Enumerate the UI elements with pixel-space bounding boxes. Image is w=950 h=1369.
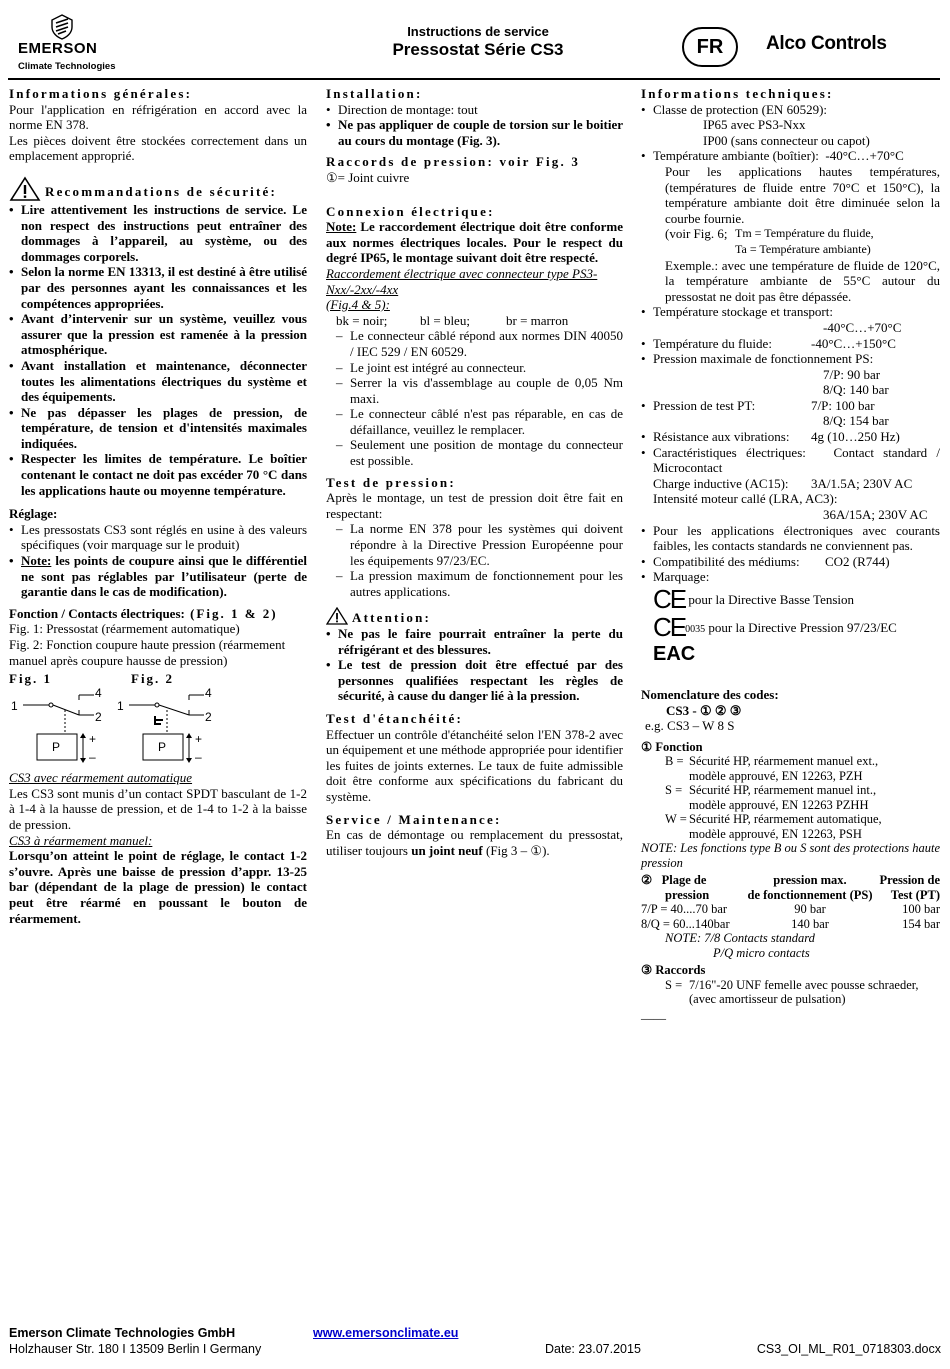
list-item: – Le joint est intégré au connecteur. [336, 360, 623, 376]
section-heading-general: Informations générales: [9, 86, 193, 101]
pt-label: • Pression de test PT: [653, 397, 756, 413]
code-s-2: modèle approuvé, EN 12263 PZHH [689, 797, 869, 812]
installation-list [326, 102, 623, 149]
color-bk: bk = noir; [336, 312, 388, 328]
ta-definition: Ta = Température ambiante) [735, 241, 871, 256]
function-note: NOTE: Les fonctions type B ou S sont des protections haute pression [641, 841, 940, 870]
connections-heading: ③ Raccords [641, 963, 706, 978]
general-paragraph-1: Pour l'application en réfrigération en accord avec la norme EN 378. [9, 101, 307, 133]
storage-temp-value: -40°C…+70°C [823, 319, 902, 335]
range-number: ② [641, 873, 653, 888]
list-item [641, 336, 940, 352]
code-key: S = [665, 977, 683, 992]
storage-temp-label: • Température stockage et transport: [653, 304, 833, 320]
fig6-label: (voir Fig. 6; [665, 226, 728, 242]
list-item: • Ne pas dépasser les plages de pression, de température, de tension et d'intensités maximales indiquées. [9, 405, 307, 452]
wire-colors [326, 313, 623, 329]
table-header [873, 873, 940, 902]
fig2-p-label: P [158, 740, 167, 755]
electrical-value: Contact standard / Microcontact [653, 444, 940, 476]
fig1-p-label: P [52, 740, 61, 755]
list-item: – La norme EN 378 pour les systèmes qui doivent répondre à la Directive Pression Européenne pour les équipements 97/23/EC. [336, 521, 623, 568]
ambient-temp-label: Température ambiante (boîtier): [653, 148, 819, 164]
code-w-2: modèle approuvé, EN 12263, PSH [689, 826, 862, 841]
nomen-details [641, 740, 940, 1022]
fig2-description: Fig. 2: Fonction coupure haute pression (réarmement manuel après coupure hausse de pression) [9, 637, 286, 668]
header-ps-b: de fonctionnement (PS) [747, 887, 873, 902]
code-b-2: modèle approuvé, EN 12263, PZH [689, 768, 863, 783]
section-heading-service: Service / Maintenance: [326, 811, 502, 827]
list-item [9, 553, 307, 600]
example-text: Exemple.: avec une température de fluide de 120°C, la température ambiante de 55°C autour du pressostat ne doit pas être dépassée. [665, 257, 940, 304]
list-item: • Lire attentivement les instructions de service. Le non respect des instructions peut entraîner des dommages à l’appareil, au système, ou des dommages corporels. [9, 202, 307, 264]
header-pt-a: Pression de [879, 873, 940, 888]
pt-7p: 7/P: 100 bar [811, 397, 875, 413]
list-item [641, 398, 940, 429]
list-item [641, 148, 940, 304]
footer-doc-id: CS3_OI_ML_R01_0718303.docx [756, 1342, 941, 1356]
list-item: • Pour les applications électroniques avec courants faibles, les contacts standards ne conviennent pas. [641, 523, 940, 554]
vibration-value: 4g (10…250 Hz) [811, 429, 900, 445]
ambient-temp [653, 148, 940, 164]
ce-notified-body: 0035 [685, 624, 706, 635]
table-cell: 8/Q = 60...140bar [641, 916, 730, 931]
title-line-1: Instructions de service [407, 24, 549, 39]
header-range-a: Plage de [661, 873, 707, 888]
section-heading-installation: Installation: [326, 86, 423, 101]
section-heading-attention [326, 607, 623, 626]
note-text: Le raccordement électrique doit être conforme aux normes électriques locales. Pour le respect du degré IP65, le montage suivant doit être respecté. [326, 219, 623, 266]
list-item [641, 304, 940, 335]
note-label: Note: [21, 553, 52, 569]
pt-8q: 8/Q: 154 bar [823, 413, 889, 429]
auto-reset-heading: CS3 avec réarmement automatique [9, 770, 193, 786]
ps-8q: 8/Q: 140 bar [823, 382, 889, 398]
list-item: • Les pressostats CS3 sont réglés en usine à des valeurs spécifiques (voir marquage sur le produit) [9, 522, 307, 553]
fig1-description: Fig. 1: Pressostat (réarmement automatique) [9, 621, 240, 637]
color-bl: bl = bleu; [420, 312, 470, 328]
service-text-c: (Fig 3 – ①). [482, 842, 550, 858]
section-heading-reglage: Réglage: [9, 506, 58, 522]
attention-list [326, 626, 623, 704]
fig6-ref [653, 226, 940, 242]
footer-company: Emerson Climate Technologies GmbH [9, 1326, 236, 1340]
ce-mark-icon: CE [653, 612, 686, 642]
fluid-temp-label: • Température du fluide: [653, 335, 772, 351]
list-item: – Serrer la vis d'assemblage au couple de 0,05 Nm maxi. [336, 375, 623, 406]
service-text-b: un joint neuf [411, 842, 483, 858]
tech-list [641, 102, 940, 665]
ce-mark-icon: CE [653, 584, 686, 614]
brand-subtitle: Climate Technologies [18, 61, 116, 72]
document-title [318, 24, 638, 61]
table-row [641, 917, 940, 932]
header-ps-a: pression max. [773, 873, 847, 888]
header-divider [8, 78, 940, 80]
protection-class: • Classe de protection (EN 60529): [653, 101, 828, 117]
compat-label: • Compatibilité des médiums: [653, 553, 800, 569]
list-item: • Ne pas appliquer de couple de torsion sur le boitier au cours du montage (Fig. 3). [326, 117, 623, 148]
section-heading-test: Test de pression: [326, 474, 456, 490]
note-label: Note: [326, 219, 357, 235]
contact-diagrams [9, 670, 307, 770]
section-heading-safety [9, 176, 307, 202]
fig1-minus: – [89, 750, 96, 765]
list-item: • Ne pas le faire pourrait entraîner la perte du réfrigérant et des blessures. [326, 626, 623, 657]
safety-heading-text: Recommandations de sécurité: [45, 183, 278, 199]
fig1-terminal-4: 4 [95, 686, 102, 701]
header-pt-b: Test (PT) [890, 887, 940, 902]
note-text: les points de coupure ainsi que le différentiel ne sont pas réglables par l’utilisateur (perte de garantie dans le cas de modification). [21, 553, 307, 600]
list-item: • Avant d’intervenir sur un système, veuillez vous assurer que la pression est ramenée à la pression atmosphérique. [9, 311, 307, 358]
warning-triangle-icon [9, 176, 41, 202]
table-header [641, 873, 747, 902]
alco-controls-logo: Alco Controls [766, 33, 887, 54]
fig2-terminal-1: 1 [117, 699, 124, 714]
section-heading-etancheite: Test d'étanchéité: [326, 710, 463, 726]
reglage-list [9, 522, 307, 600]
inductive-load-label: Charge inductive (AC15): [653, 475, 789, 491]
code-s-conn-2: (avec amortisseur de pulsation) [689, 992, 846, 1007]
vibration-label: • Résistance aux vibrations: [653, 429, 790, 445]
column-1 [9, 86, 307, 926]
fig1-terminal-2: 2 [95, 710, 102, 725]
fig2-label: Fig. 2 [131, 671, 175, 687]
service-text-a: En cas de démontage ou remplacement du pressostat, utiliser toujours [326, 827, 623, 858]
etancheite-text: Effectuer un contrôle d'étanchéité selon l'EN 378-2 avec un équipement et une méthode appropriée pour identifier les fuites de joints externes. Le taux de fuite admissible doit être conforme aux spécifications du fabricant du système. [326, 726, 623, 804]
code-key: S = [665, 783, 683, 798]
page-header [18, 14, 940, 76]
raccords-text: ①= Joint cuivre [326, 169, 410, 185]
inductive-load-value: 3A/1.5A; 230V AC [811, 475, 913, 491]
list-item [641, 569, 940, 665]
lra-label: Intensité moteur callé (LRA, AC3): [653, 491, 838, 507]
marking-label: • Marquage: [653, 569, 710, 585]
list-item: • Direction de montage: tout [326, 102, 623, 118]
list-item: – Seulement une position de montage du connecteur est possible. [336, 437, 623, 468]
ps-label: • Pression maximale de fonctionnement PS: [653, 351, 874, 367]
service-text [326, 827, 623, 858]
footer-address: Holzhauser Str. 180 I 13509 Berlin I Germany [9, 1342, 262, 1356]
footer-website-link[interactable]: www.emersonclimate.eu [313, 1326, 459, 1340]
tm-definition: Tm = Température du fluide, [735, 226, 874, 241]
ce-ped-text: pour la Directive Pression 97/23/EC [708, 620, 897, 635]
electrical-label: Caractéristiques électriques: [653, 444, 806, 460]
fig2-terminal-2: 2 [205, 710, 212, 725]
list-item [641, 445, 940, 523]
code-b: Sécurité HP, réarmement manuel ext., [689, 754, 879, 769]
table-cell: 7/P = 40....70 bar [641, 902, 728, 917]
pressure-range-table [641, 873, 940, 931]
fig1-label: Fig. 1 [9, 671, 53, 687]
warning-triangle-icon [326, 607, 348, 625]
list-item [641, 554, 940, 570]
test-list [326, 521, 623, 599]
fig2-plus: + [195, 732, 203, 747]
fonction-fig-ref: (Fig. 1 & 2) [184, 605, 278, 621]
manual-reset-heading: CS3 à réarmement manuel: [9, 832, 153, 848]
range-note-1: NOTE: 7/8 Contacts standard [665, 931, 815, 946]
list-item: • Le test de pression doit être effectué par des personnes qualifiées respectant les règles de sécurité, à cause du danger lié à la pression. [326, 657, 623, 704]
connector-heading: Raccordement électrique avec connecteur type PS3-Nxx/-2xx/-4xx [326, 265, 598, 297]
table-cell: 100 bar [902, 902, 940, 917]
list-item: • Avant installation et maintenance, déconnecter toutes les alimentations électriques du système et des équipements. [9, 358, 307, 405]
list-item [641, 102, 940, 149]
code-s: Sécurité HP, réarmement manuel int., [689, 783, 877, 798]
connector-fig-ref: (Fig.4 & 5): [326, 297, 390, 313]
fig1-plus: + [89, 732, 97, 747]
function-heading: ① Fonction [641, 739, 703, 754]
language-badge: FR [682, 27, 738, 67]
fig2-minus: – [195, 750, 202, 765]
section-heading-fonction [9, 606, 307, 622]
code-key: B = [665, 754, 684, 769]
list-item: – Le connecteur câblé répond aux normes DIN 40050 / IEC 529 / EN 60529. [336, 328, 623, 359]
ambient-temp-text: Pour les applications hautes températures, (températures de fluide entre 70°C et 150°C), la température ambiante doit être diminuée selon la courbe fournie. [665, 163, 940, 226]
list-item [641, 351, 940, 398]
attention-heading-text: Attention: [352, 610, 432, 626]
brand-name: EMERSON [18, 40, 98, 57]
eac-mark [653, 643, 940, 665]
safety-list [9, 202, 307, 498]
lra-value: 36A/15A; 230V AC [823, 507, 928, 523]
table-header [747, 873, 873, 902]
header-range-b: pression [665, 887, 710, 902]
ps-7p: 7/P: 90 bar [823, 366, 881, 382]
section-heading-connexion: Connexion électrique: [326, 203, 495, 219]
connexion-note [326, 219, 623, 266]
fluid-temp-value: -40°C…+150°C [811, 335, 896, 351]
range-note-2: P/Q micro contacts [713, 945, 810, 960]
ce-pressure [653, 612, 940, 642]
list-item: – La pression maximum de fonctionnement pour les autres applications. [336, 568, 623, 599]
emerson-logo [18, 14, 118, 72]
connector-list [326, 328, 623, 468]
section-heading-raccords: Raccords de pression: voir Fig. 3 [326, 154, 581, 170]
emerson-shield-icon [50, 14, 74, 40]
list-item [641, 429, 940, 445]
fig2-terminal-4: 4 [205, 686, 212, 701]
footer-date: Date: 23.07.2015 [545, 1342, 641, 1356]
ip65-text: IP65 avec PS3-Nxx [703, 117, 806, 133]
table-cell: 154 bar [902, 916, 940, 931]
column-2 [326, 86, 623, 858]
compat-value: CO2 (R744) [825, 553, 890, 569]
ambient-temp-value: -40°C…+70°C [825, 148, 904, 164]
list-item: • Selon la norme EN 13313, il est destiné à être utilisé par des personnes ayant les connaissances et les compétences appropriées. [9, 264, 307, 311]
title-line-2: Pressostat Série CS3 [392, 40, 564, 59]
table-row [641, 873, 940, 902]
list-item: – Le connecteur câblé n'est pas réparable, en cas de défaillance, veuillez le remplacer. [336, 406, 623, 437]
table-cell: 90 bar [794, 902, 826, 917]
color-br: br = marron [506, 312, 569, 328]
code-s-conn: 7/16"-20 UNF femelle avec pousse schraeder, [689, 977, 919, 992]
nomen-code: CS3 - ① ② ③ [666, 702, 742, 718]
fig2-diagram [129, 695, 204, 763]
table-cell: 140 bar [791, 916, 829, 931]
ce-lv-text: pour la Directive Basse Tension [688, 592, 855, 607]
eac-mark-icon: EAC [653, 643, 696, 665]
end-line: ____ [641, 1006, 666, 1021]
auto-reset-text: Les CS3 sont munis d’un contact SPDT basculant de 1-2 à 1-4 à la hausse de pression, et de 1-4 to 1-2 à la baisse de pression. [9, 785, 307, 832]
manual-reset-text: Lorsqu’on atteint le point de réglage, le contact 1-2 s’ouvre. Après une baisse de pression d’appr. 13-25 bar (dépendant de la plage de pression) le contact peut être réarmé en poussant le bouton de réarmement. [9, 848, 307, 926]
test-text: Après le montage, un test de pression doit être fait en respectant: [326, 490, 623, 521]
general-paragraph-2: Les pièces doivent être stockées correctement dans un emplacement approprié. [9, 132, 307, 164]
section-heading-nomenclature: Nomenclature des codes: [641, 687, 779, 702]
nomen-example: e.g. CS3 – W 8 S [645, 718, 735, 734]
code-key: W = [665, 812, 687, 827]
section-heading-tech: Informations techniques: [641, 86, 834, 101]
column-3 [641, 86, 940, 1021]
table-row [641, 902, 940, 917]
ip00-text: IP00 (sans connecteur ou capot) [703, 132, 870, 148]
fonction-heading-text: Fonction / Contacts électriques: [9, 605, 185, 621]
code-w: Sécurité HP, réarmement automatique, [689, 812, 882, 827]
list-item: • Respecter les limites de température. Le boîtier contenant le contact ne doit pas excéder 70 °C dans les applications haute ou moyenne température. [9, 451, 307, 498]
ce-low-voltage [653, 584, 940, 614]
fig1-terminal-1: 1 [11, 699, 18, 714]
